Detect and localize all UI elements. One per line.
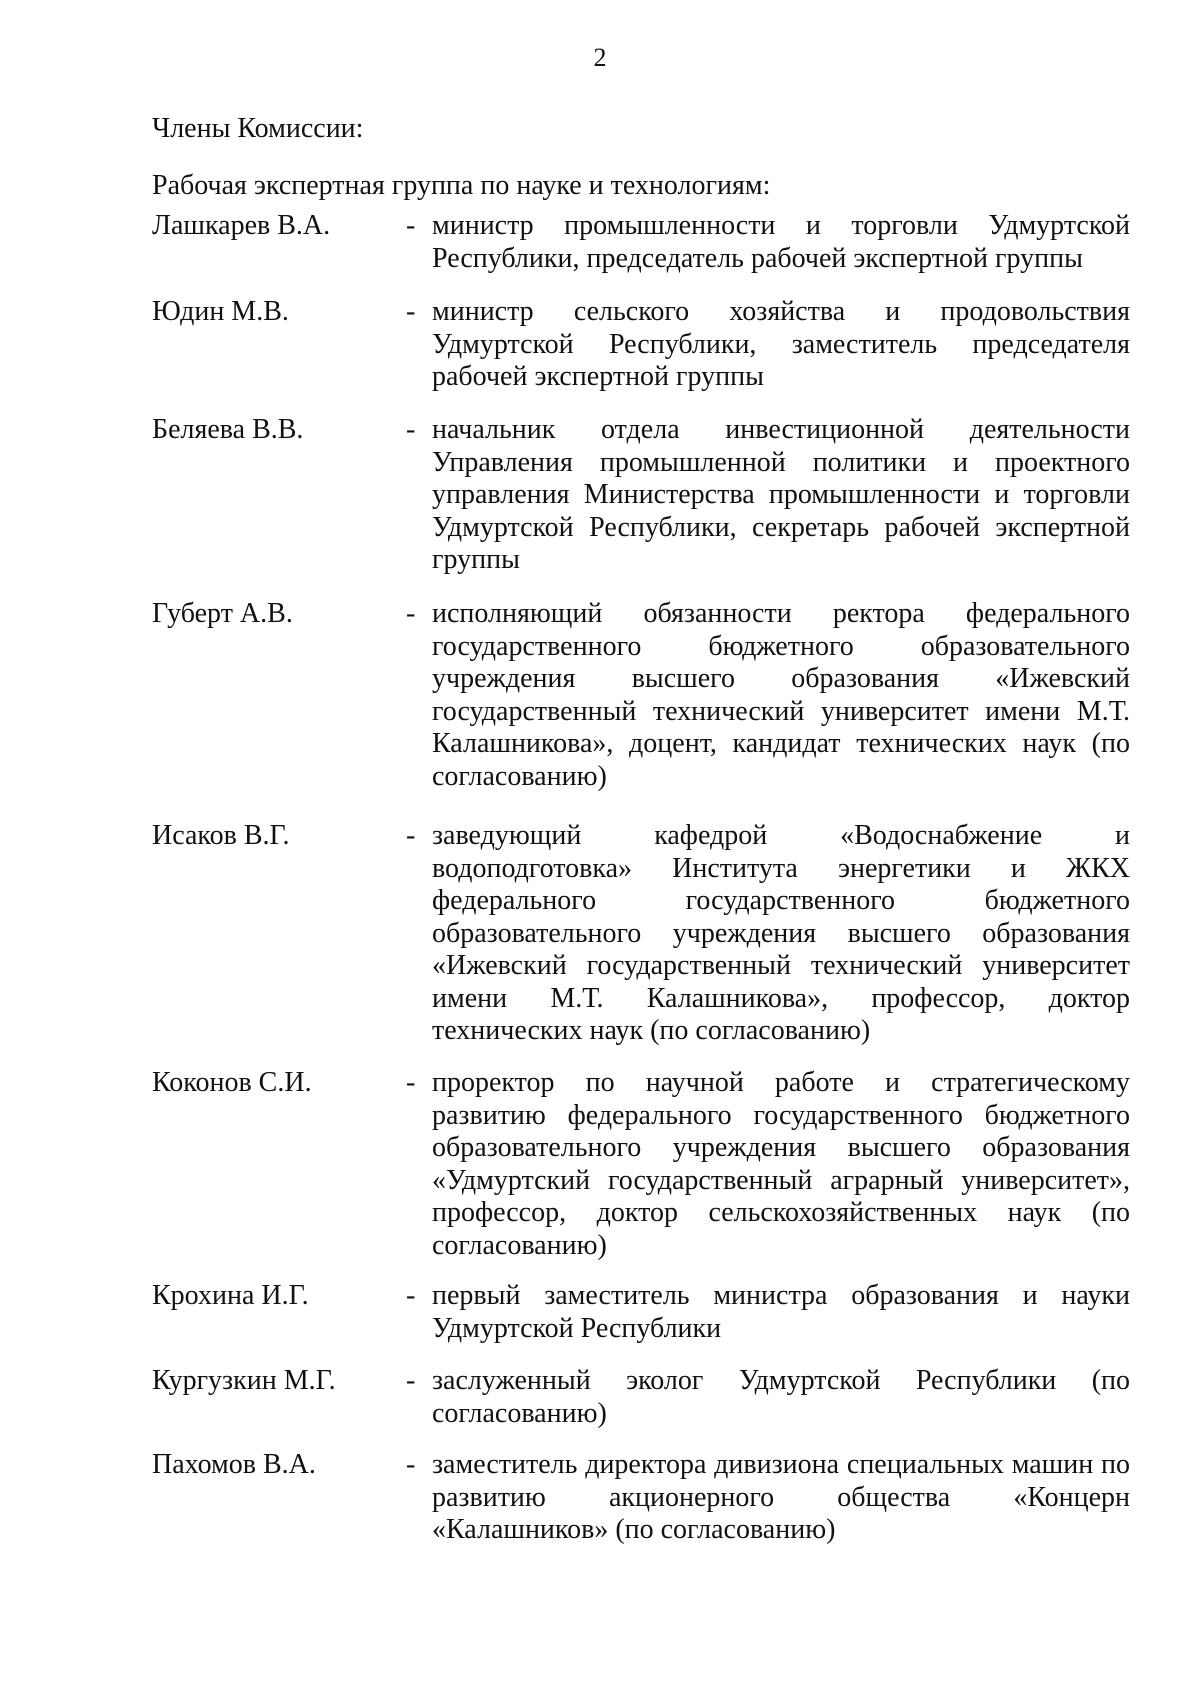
members-heading: Члены Комиссии: [152, 113, 364, 144]
member-dash: - [406, 1365, 416, 1396]
member-dash: - [406, 414, 416, 445]
member-dash: - [406, 1067, 416, 1098]
member-name: Беляева В.В. [152, 414, 304, 445]
member-dash: - [406, 1449, 416, 1480]
member-name: Крохина И.Г. [152, 1280, 309, 1311]
member-name: Коконов С.И. [152, 1067, 312, 1098]
member-name: Исаков В.Г. [152, 820, 290, 851]
member-dash: - [406, 296, 416, 327]
member-description: начальник отдела инвестиционной деятельности Управления промышленной политики и проектного управления Министерства промышленности и торговли Удмуртской Республики, секретарь рабочей экспертной группы [432, 414, 1130, 575]
page-number: 2 [593, 43, 607, 72]
member-dash: - [406, 210, 416, 241]
member-description: министр сельского хозяйства и продовольствия Удмуртской Республики, заместитель председателя рабочей экспертной группы [432, 296, 1130, 392]
member-name: Лашкарев В.А. [152, 210, 331, 241]
member-dash: - [406, 1280, 416, 1311]
member-dash: - [406, 598, 416, 629]
member-name: Юдин М.В. [152, 296, 289, 327]
member-description: исполняющий обязанности ректора федерального государственного бюджетного образовательного учреждения высшего образования «Ижевский государственный технический университет имени М.Т. Калашникова», доцент, кандидат технических наук (по согласованию) [432, 598, 1130, 792]
member-description: заместитель директора дивизиона специальных машин по развитию акционерного общества «Концерн «Калашников» (по согласованию) [432, 1449, 1130, 1545]
member-description: заведующий кафедрой «Водоснабжение и водоподготовка» Института энергетики и ЖКХ федерального государственного бюджетного образовательного учреждения высшего образования «Ижевский государственный технический университет имени М.Т. Калашникова», профессор, доктор технических наук (по согласованию) [432, 820, 1130, 1046]
member-description: проректор по научной работе и стратегическому развитию федерального государственного бюджетного образовательного учреждения высшего образования «Удмуртский государственный аграрный университет», профессор, доктор сельскохозяйственных наук (по согласованию) [432, 1067, 1130, 1261]
member-dash: - [406, 820, 416, 851]
member-name: Пахомов В.А. [152, 1449, 316, 1480]
group-heading: Рабочая экспертная группа по науке и технологиям: [152, 170, 771, 201]
member-name: Кургузкин М.Г. [152, 1365, 336, 1396]
member-name: Губерт А.В. [152, 598, 293, 629]
member-description: министр промышленности и торговли Удмуртской Республики, председатель рабочей экспертной группы [432, 210, 1130, 274]
member-description: заслуженный эколог Удмуртской Республики (по согласованию) [432, 1365, 1130, 1429]
member-description: первый заместитель министра образования и науки Удмуртской Республики [432, 1280, 1130, 1344]
